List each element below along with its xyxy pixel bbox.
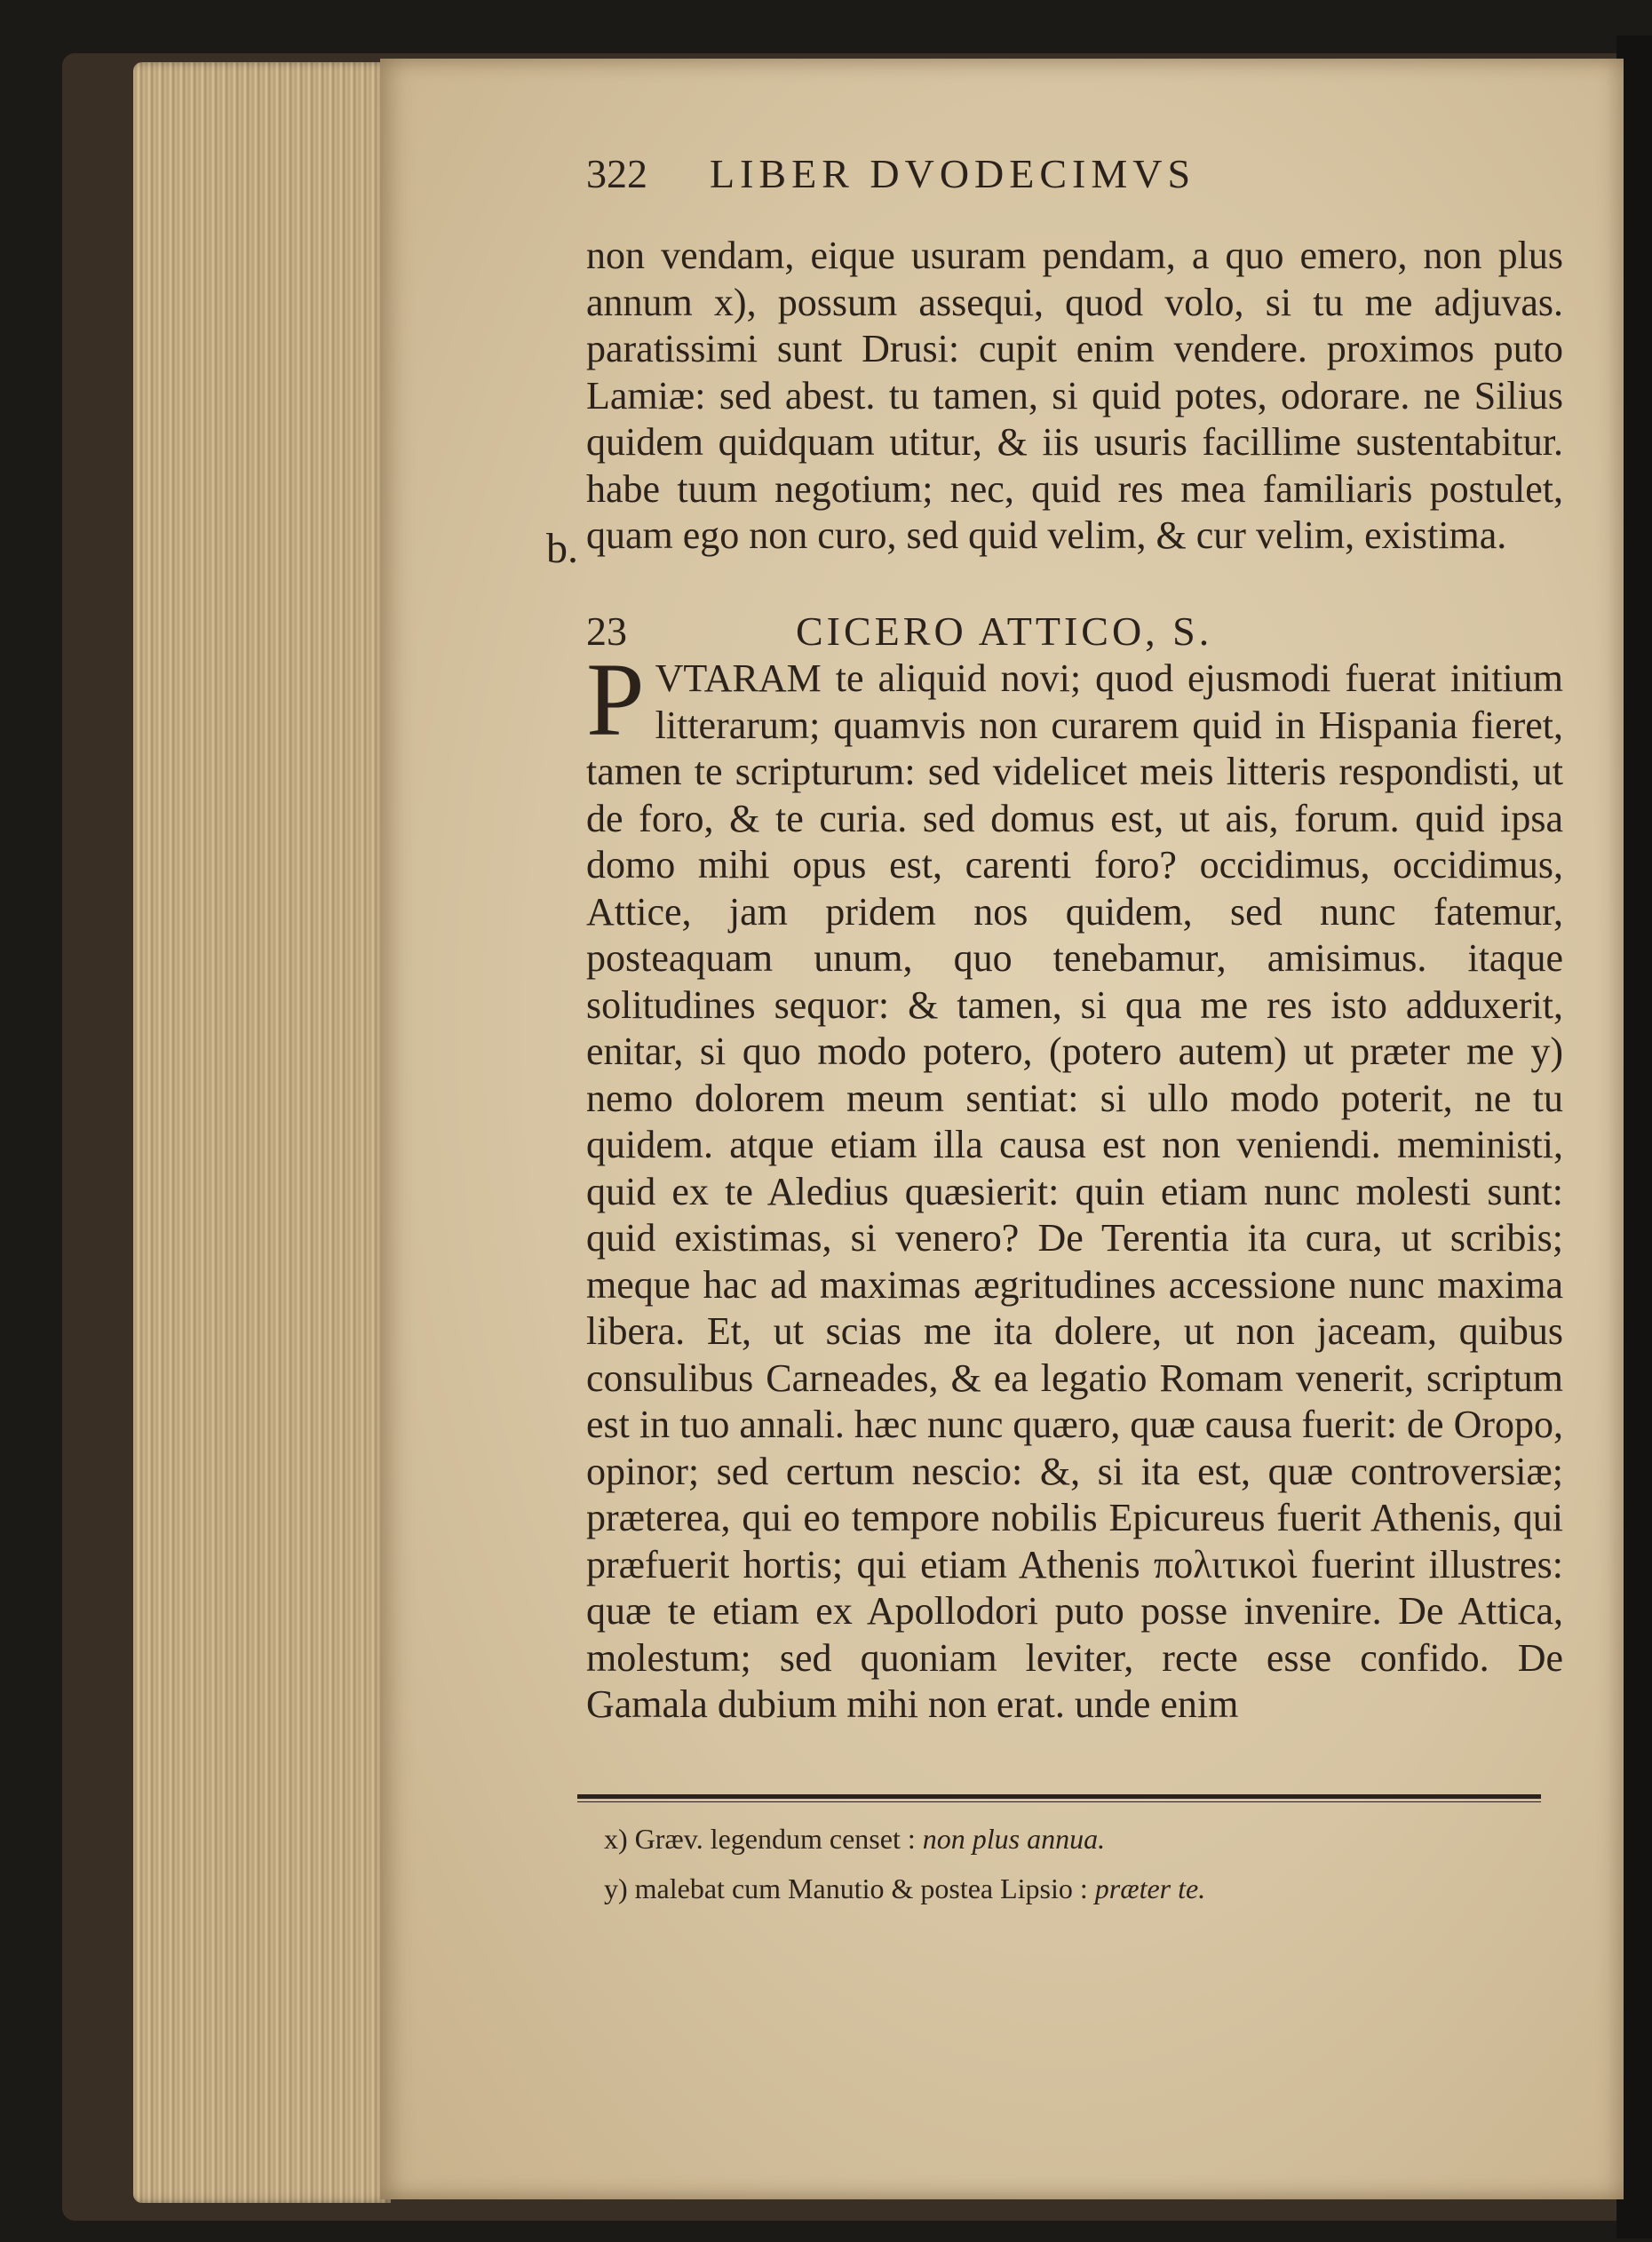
footnote: [604, 1864, 1581, 1913]
footnote-mark: x): [604, 1823, 628, 1855]
footnote-text: malebat cum Manutio & postea Lipsio :: [634, 1872, 1088, 1904]
letter-salutation: CICERO ATTICO, S.: [796, 608, 1213, 654]
footnotes: [604, 1814, 1581, 1913]
footnote-rule: [577, 1794, 1541, 1799]
footnote-mark: y): [604, 1872, 628, 1904]
page-header: [586, 142, 1563, 204]
letter-heading: [586, 604, 1563, 657]
letter-body-text: VTARAM te aliquid novi; quod ejusmodi fuerat initium litterarum; quamvis non curarem quid in Hispania fieret, tamen te scripturum: sed videlicet meis litteris respondisti, ut de foro, & te curia. sed domus est, ut ais, forum. quid ipsa domo mihi opus est, carenti foro? occidimus, occidimus, Attice, jam pridem nos quidem, sed nunc fatemur, posteaquam unum, quo tenebamur, amisimus. itaque solitudines sequor: & tamen, si qua me res isto adduxerit, enitar, si quo modo potero, (potero autem) ut præter me y) nemo dolorem meum sentiat: si ullo modo poterit, ne tu quidem. atque etiam illa causa est non veniendi. meministi, quid ex te Aledius quæsierit: quin etiam nunc molesti sunt: quid existimas, si venero? De Terentia ita cura, ut scribis; meque hac ad maximas ægritudines accessione nunc maxima libera. Et, ut scias me ita dolere, ut non jaceam, quibus consulibus Carneades, & ea legatio Romam venerit, scriptum est in tuo annali. hæc nunc quæro, quæ causa fuerit: de Oropo, opinor; sed certum nescio: &, si ita est, quæ controversiæ; præterea, qui eo tempore nobilis Epicureus fuerit Athenis, qui præfuerit hortis; qui etiam Athenis πολιτικοὶ fuerint illustres: quæ te etiam ex Apollodori puto posse invenire. De Attica, molestum; sed quoniam leviter, recte esse confido. De Gamala dubium mihi non erat. unde enim: [586, 656, 1563, 1726]
running-head: LIBER DVODECIMVS: [710, 150, 1196, 196]
footnote: [604, 1814, 1581, 1864]
letter-number: 23: [586, 608, 627, 654]
continued-paragraph: non vendam, eique usuram pendam, a quo emero, non plus annum x), possum assequi, quod volo, si tu me adjuvas. paratissimi sunt Drusi: cupit enim vendere. proximos puto Lamiæ: sed abest. tu tamen, si quid potes, odorare. ne Silius quidem quidquam utitur, & iis usuris facillime sustentabitur. habe tuum negotium; nec, quid res mea familiaris postulet, quam ego non curo, sed quid velim, & cur velim, existima.: [586, 234, 1563, 557]
letter-body: [586, 641, 1563, 1729]
page-edges: [133, 62, 391, 2203]
footnote-italic: præter te.: [1094, 1872, 1206, 1904]
footnote-text: Græv. legendum censet :: [634, 1823, 916, 1855]
footnote-rule-thin: [577, 1801, 1541, 1802]
page-number: 322: [586, 150, 647, 196]
margin-note: b.: [546, 525, 578, 572]
footnote-italic: non plus annua.: [922, 1823, 1106, 1855]
drop-cap: P: [586, 641, 645, 758]
